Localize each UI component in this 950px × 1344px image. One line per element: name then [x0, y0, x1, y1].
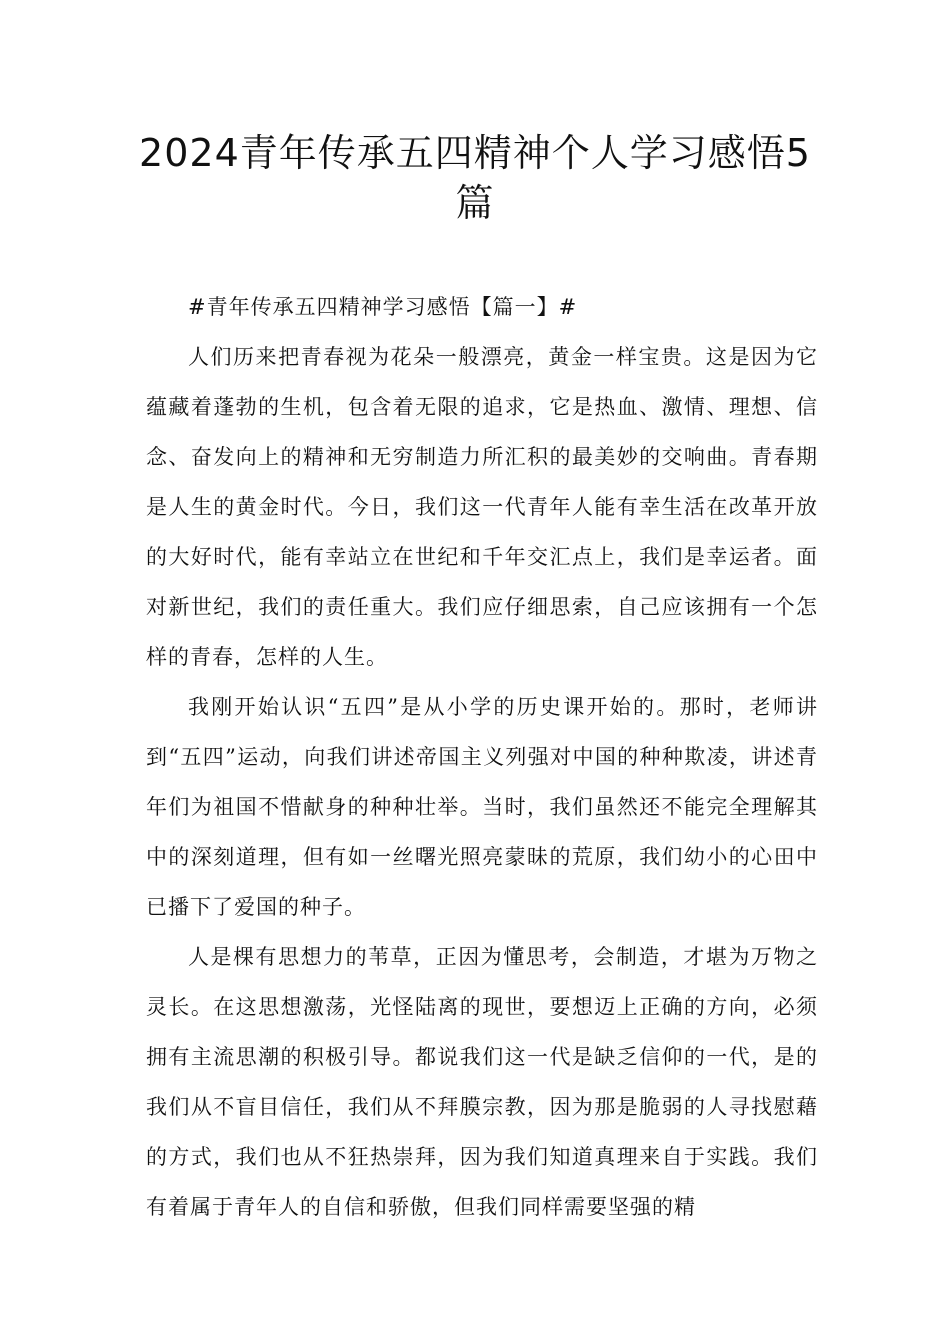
paragraph-2: 我刚开始认识“五四”是从小学的历史课开始的。那时，老师讲到“五四”运动，向我们讲述帝国主义列强对中国的种种欺凌，讲述青年们为祖国不惜献身的种种壮举。当时，我们虽然还不能完全理解其中的深刻道理，但有如一丝曙光照亮蒙昧的荒原，我们幼小的心田中已播下了爱国的种子。 — [146, 695, 818, 919]
document-title: 2024青年传承五四精神个人学习感悟5篇 — [139, 131, 811, 225]
document-body — [146, 282, 818, 1232]
paragraph-3: 人是棵有思想力的苇草，正因为懂思考，会制造，才堪为万物之灵长。在这思想激荡，光怪陆离的现世，要想迈上正确的方向，必须拥有主流思潮的积极引导。都说我们这一代是缺乏信仰的一代，是的我们从不盲目信任，我们从不拜膜宗教，因为那是脆弱的人寻找慰藉的方式，我们也从不狂热崇拜，因为我们知道真理来自于实践。我们有着属于青年人的自信和骄傲，但我们同样需要坚强的精 — [146, 945, 818, 1219]
section-heading: #青年传承五四精神学习感悟【篇一】# — [188, 295, 578, 319]
paragraph-1: 人们历来把青春视为花朵一般漂亮，黄金一样宝贵。这是因为它蕴藏着蓬勃的生机，包含着无限的追求，它是热血、激情、理想、信念、奋发向上的精神和无穷制造力所汇积的最美妙的交响曲。青春期是人生的黄金时代。今日，我们这一代青年人能有幸生活在改革开放的大好时代，能有幸站立在世纪和千年交汇点上，我们是幸运者。面对新世纪，我们的责任重大。我们应仔细思索，自己应该拥有一个怎样的青春，怎样的人生。 — [146, 345, 818, 669]
